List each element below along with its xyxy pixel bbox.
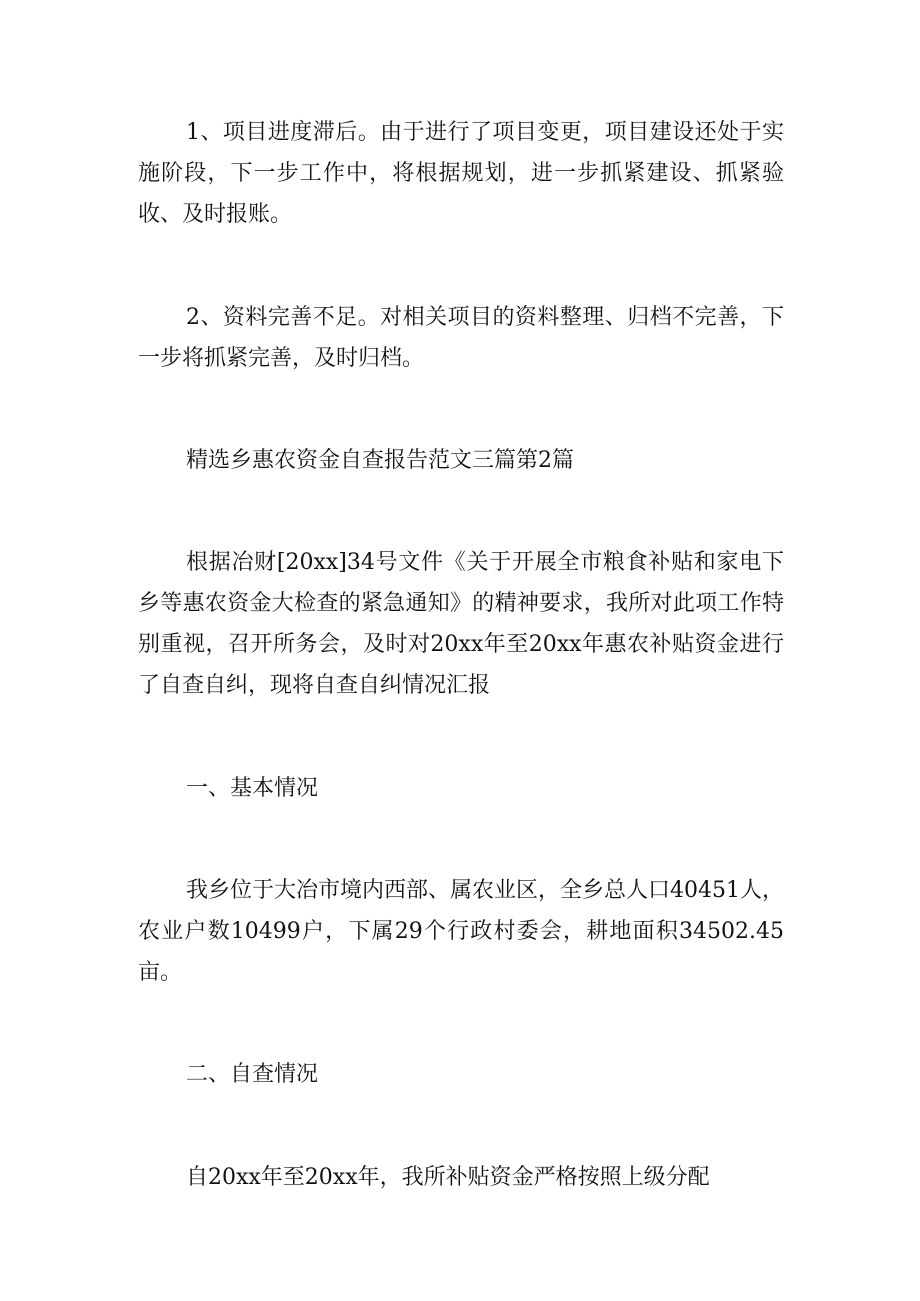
paragraph-self-inspection: 自20xx年至20xx年，我所补贴资金严格按照上级分配 [186, 1165, 710, 1190]
paragraph-materials-insufficient: 2、资料完善不足。对相关项目的资料整理、归档不完善，下一步将抓紧完善，及时归档。 [138, 305, 784, 371]
section-title: 精选乡惠农资金自查报告范文三篇第2篇 [186, 448, 574, 473]
document-body [138, 112, 784, 1198]
paragraph-basic-situation: 我乡位于大冶市境内西部、属农业区，全乡总人口40451人，农业户数10499户，下属29个行政村委会，耕地面积34502.45亩。 [138, 878, 784, 985]
paragraph-progress-delay: 1、项目进度滞后。由于进行了项目变更，项目建设还处于实施阶段，下一步工作中，将根据规划，进一步抓紧建设、抓紧验收、及时报账。 [138, 120, 784, 227]
heading-basic-situation: 一、基本情况 [186, 776, 319, 801]
paragraph-introduction: 根据冶财[20xx]34号文件《关于开展全市粮食补贴和家电下乡等惠农资金大检查的紧急通知》的精神要求，我所对此项工作特别重视，召开所务会，及时对20xx年至20xx年惠农补贴资金进行了自查自纠，现将自查自纠情况汇报 [138, 550, 784, 698]
heading-self-inspection: 二、自查情况 [186, 1062, 319, 1087]
